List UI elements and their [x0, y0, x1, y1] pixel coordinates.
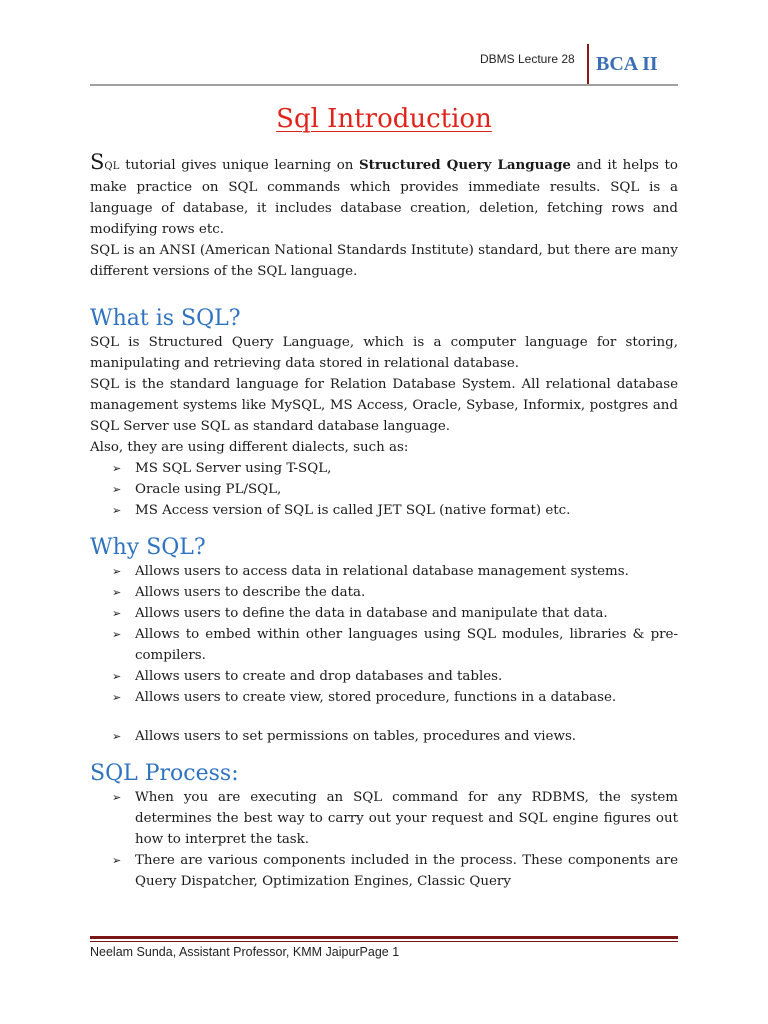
list-item: ➢ Allows users to access data in relational database management systems.	[90, 561, 678, 582]
process-list	[90, 787, 678, 892]
arrowhead-bullet-icon: ➢	[112, 628, 122, 641]
list-item: ➢ Allows users to create and drop databases and tables.	[90, 666, 678, 687]
list-item: ➢ Allows users to describe the data.	[90, 582, 678, 603]
what-paragraph-1: SQL is Structured Query Language, which is a computer language for storing, manipulating and retrieving data stored in relational database.	[90, 335, 678, 371]
header-course: BCA II	[596, 53, 658, 75]
list-item: ➢ Oracle using PL/SQL,	[90, 479, 678, 500]
intro-text-b: and it helps to make practice on SQL commands which provides immediate results. SQL is a language of database, it includes database creation, deletion, fetching rows and modifying rows etc.	[90, 158, 678, 237]
heading-what-is-sql: What is SQL?	[90, 306, 241, 331]
arrowhead-bullet-icon: ➢	[112, 691, 122, 704]
arrowhead-bullet-icon: ➢	[112, 504, 122, 517]
dialects-list	[90, 458, 678, 521]
intro-text-a: tutorial gives unique learning on	[119, 158, 359, 173]
what-paragraph-2: SQL is the standard language for Relation Database System. All relational database management systems like MySQL, MS Access, Oracle, Sybase, Informix, postgres and SQL Server use SQL as standard database language.	[90, 377, 678, 434]
arrowhead-bullet-icon: ➢	[112, 586, 122, 599]
arrowhead-bullet-icon: ➢	[112, 607, 122, 620]
list-item: ➢ Allows users to define the data in database and manipulate that data.	[90, 603, 678, 624]
list-item: ➢ MS Access version of SQL is called JET SQL (native format) etc.	[90, 500, 678, 521]
list-item: ➢ Allows users to create view, stored procedure, functions in a database.	[90, 687, 678, 708]
footer-text: Neelam Sunda, Assistant Professor, KMM JaipurPage 1	[90, 945, 400, 959]
header-separator	[587, 44, 589, 84]
arrowhead-bullet-icon: ➢	[112, 565, 122, 578]
intro-dropcap: S	[90, 150, 105, 174]
arrowhead-bullet-icon: ➢	[112, 854, 122, 867]
header-rule	[90, 84, 678, 86]
arrowhead-bullet-icon: ➢	[112, 791, 122, 804]
list-item: ➢ There are various components included in the process. These components are Query Dispatcher, Optimization Engines, Classic Query	[90, 850, 678, 892]
why-list	[90, 561, 678, 747]
document-body	[90, 152, 678, 892]
intro-bold-term: Structured Query Language	[359, 157, 571, 173]
heading-sql-process: SQL Process:	[90, 761, 239, 786]
list-item: ➢ Allows to embed within other languages using SQL modules, libraries & pre-compilers.	[90, 624, 678, 666]
heading-why-sql: Why SQL?	[90, 535, 206, 560]
arrowhead-bullet-icon: ➢	[112, 462, 122, 475]
list-item: ➢ MS SQL Server using T-SQL,	[90, 458, 678, 479]
page-title: Sql Introduction	[276, 104, 492, 134]
arrowhead-bullet-icon: ➢	[112, 483, 122, 496]
intro-smallcaps: QL	[104, 161, 120, 172]
footer-rule-thick	[90, 936, 678, 939]
list-item: ➢ When you are executing an SQL command for any RDBMS, the system determines the best way to carry out your request and SQL engine figures out how to interpret the task.	[90, 787, 678, 850]
header-lecture: DBMS Lecture 28	[480, 52, 575, 66]
arrowhead-bullet-icon: ➢	[112, 730, 122, 743]
intro-paragraph-2: SQL is an ANSI (American National Standards Institute) standard, but there are many different versions of the SQL language.	[90, 243, 678, 279]
arrowhead-bullet-icon: ➢	[112, 670, 122, 683]
what-paragraph-3: Also, they are using different dialects, such as:	[90, 440, 409, 455]
intro-paragraph	[90, 152, 678, 240]
footer-rule-thin	[90, 941, 678, 942]
list-item: ➢ Allows users to set permissions on tables, procedures and views.	[90, 726, 678, 747]
